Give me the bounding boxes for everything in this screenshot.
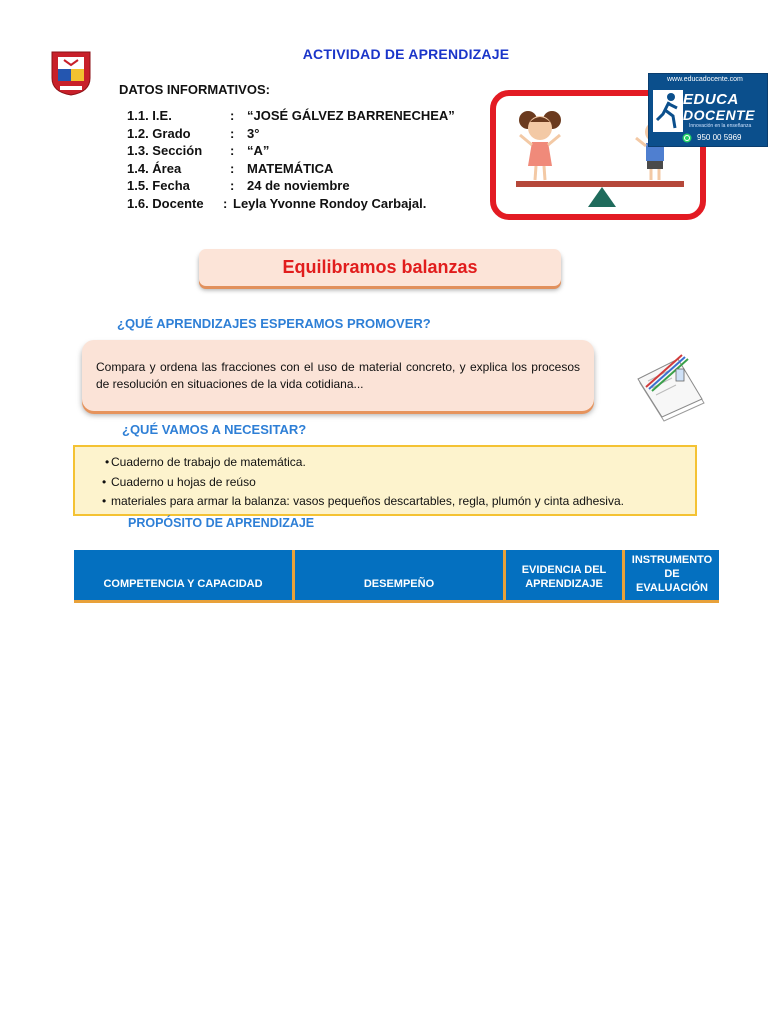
- datos-row: [127, 177, 455, 195]
- datos-row: [127, 142, 455, 160]
- datos-informativos-list: [127, 107, 455, 213]
- column-header-competencia: [74, 550, 292, 600]
- learning-text: Compara y ordena las fracciones con el uso de material concreto, y explica los procesos de resolución en situaciones de la vida cotidiana...: [96, 360, 580, 391]
- datos-row-value: 3°: [247, 125, 260, 141]
- datos-row-label: 1.6. Docente: [127, 195, 204, 211]
- ad-brand-line1: EDUCA: [683, 91, 739, 108]
- datos-informativos-heading: DATOS INFORMATIVOS:: [119, 82, 270, 97]
- learning-heading: ¿QUÉ APRENDIZAJES ESPERAMOS PROMOVER?: [117, 316, 431, 331]
- column-header-text: APRENDIZAJE: [525, 578, 603, 590]
- needs-list: [111, 453, 624, 512]
- column-header-text: COMPETENCIA Y CAPACIDAD: [103, 578, 263, 590]
- list-item: • Cuaderno de trabajo de matemática.: [111, 453, 624, 473]
- column-header-instrumento: [622, 550, 719, 600]
- needs-heading: ¿QUÉ VAMOS A NECESITAR?: [122, 422, 307, 437]
- column-header-text: DE: [664, 568, 680, 580]
- datos-row-separator: :: [230, 143, 235, 159]
- datos-row-value: “A”: [247, 143, 270, 159]
- school-crest-logo: [50, 48, 92, 96]
- datos-row: [127, 125, 455, 143]
- learning-box: [82, 340, 594, 411]
- ad-url: www.educadocente.com: [667, 76, 743, 83]
- column-header-evidencia: [503, 550, 622, 600]
- datos-row: [127, 160, 455, 178]
- datos-row-label: 1.3. Sección: [127, 143, 203, 159]
- whatsapp-icon: [682, 133, 692, 143]
- datos-row-value: Leyla Yvonne Rondoy Carbajal.: [233, 195, 427, 211]
- educadocente-ad-banner[interactable]: [648, 73, 768, 147]
- purpose-table-header: [74, 550, 719, 603]
- ad-phone: 950 00 5969: [697, 133, 742, 142]
- datos-row-value: MATEMÁTICA: [247, 160, 334, 176]
- page-title: ACTIVIDAD DE APRENDIZAJE: [302, 46, 510, 62]
- list-item: • materiales para armar la balanza: vasos pequeños descartables, regla, plumón y cinta adhesiva.: [111, 492, 624, 512]
- datos-row: [127, 107, 455, 125]
- runner-icon: [653, 90, 683, 132]
- purpose-heading: PROPÓSITO DE APRENDIZAJE: [128, 516, 315, 530]
- datos-row-value: 24 de noviembre: [247, 178, 350, 194]
- datos-row-separator: :: [230, 178, 235, 194]
- datos-row-separator: :: [230, 108, 235, 123]
- datos-row-separator: :: [223, 195, 228, 211]
- notebook-pencils-icon: [630, 343, 710, 423]
- datos-row-label: 1.4. Área: [127, 160, 182, 176]
- datos-row-value: “JOSÉ GÁLVEZ BARRENECHEA”: [247, 108, 455, 123]
- datos-row-separator: :: [230, 160, 235, 176]
- column-header-text: INSTRUMENTO: [631, 554, 713, 566]
- needs-box: [73, 445, 697, 516]
- column-header-text: EVALUACIÓN: [636, 582, 708, 594]
- datos-row-label: 1.2. Grado: [127, 125, 191, 141]
- column-header-desempeno: [292, 550, 503, 600]
- column-header-text: DESEMPEÑO: [363, 578, 435, 590]
- datos-row-label: 1.5. Fecha: [127, 178, 190, 194]
- datos-row-label: 1.1. I.E.: [127, 108, 172, 123]
- column-header-text: EVIDENCIA DEL: [521, 564, 607, 576]
- ad-brand-line2: DOCENTE: [683, 107, 755, 123]
- datos-row-separator: :: [230, 125, 235, 141]
- ad-tagline: Innovación en la enseñanza: [689, 123, 752, 129]
- list-item: • Cuaderno u hojas de reúso: [111, 473, 624, 493]
- datos-row: [127, 195, 455, 213]
- session-title: Equilibramos balanzas: [199, 249, 561, 286]
